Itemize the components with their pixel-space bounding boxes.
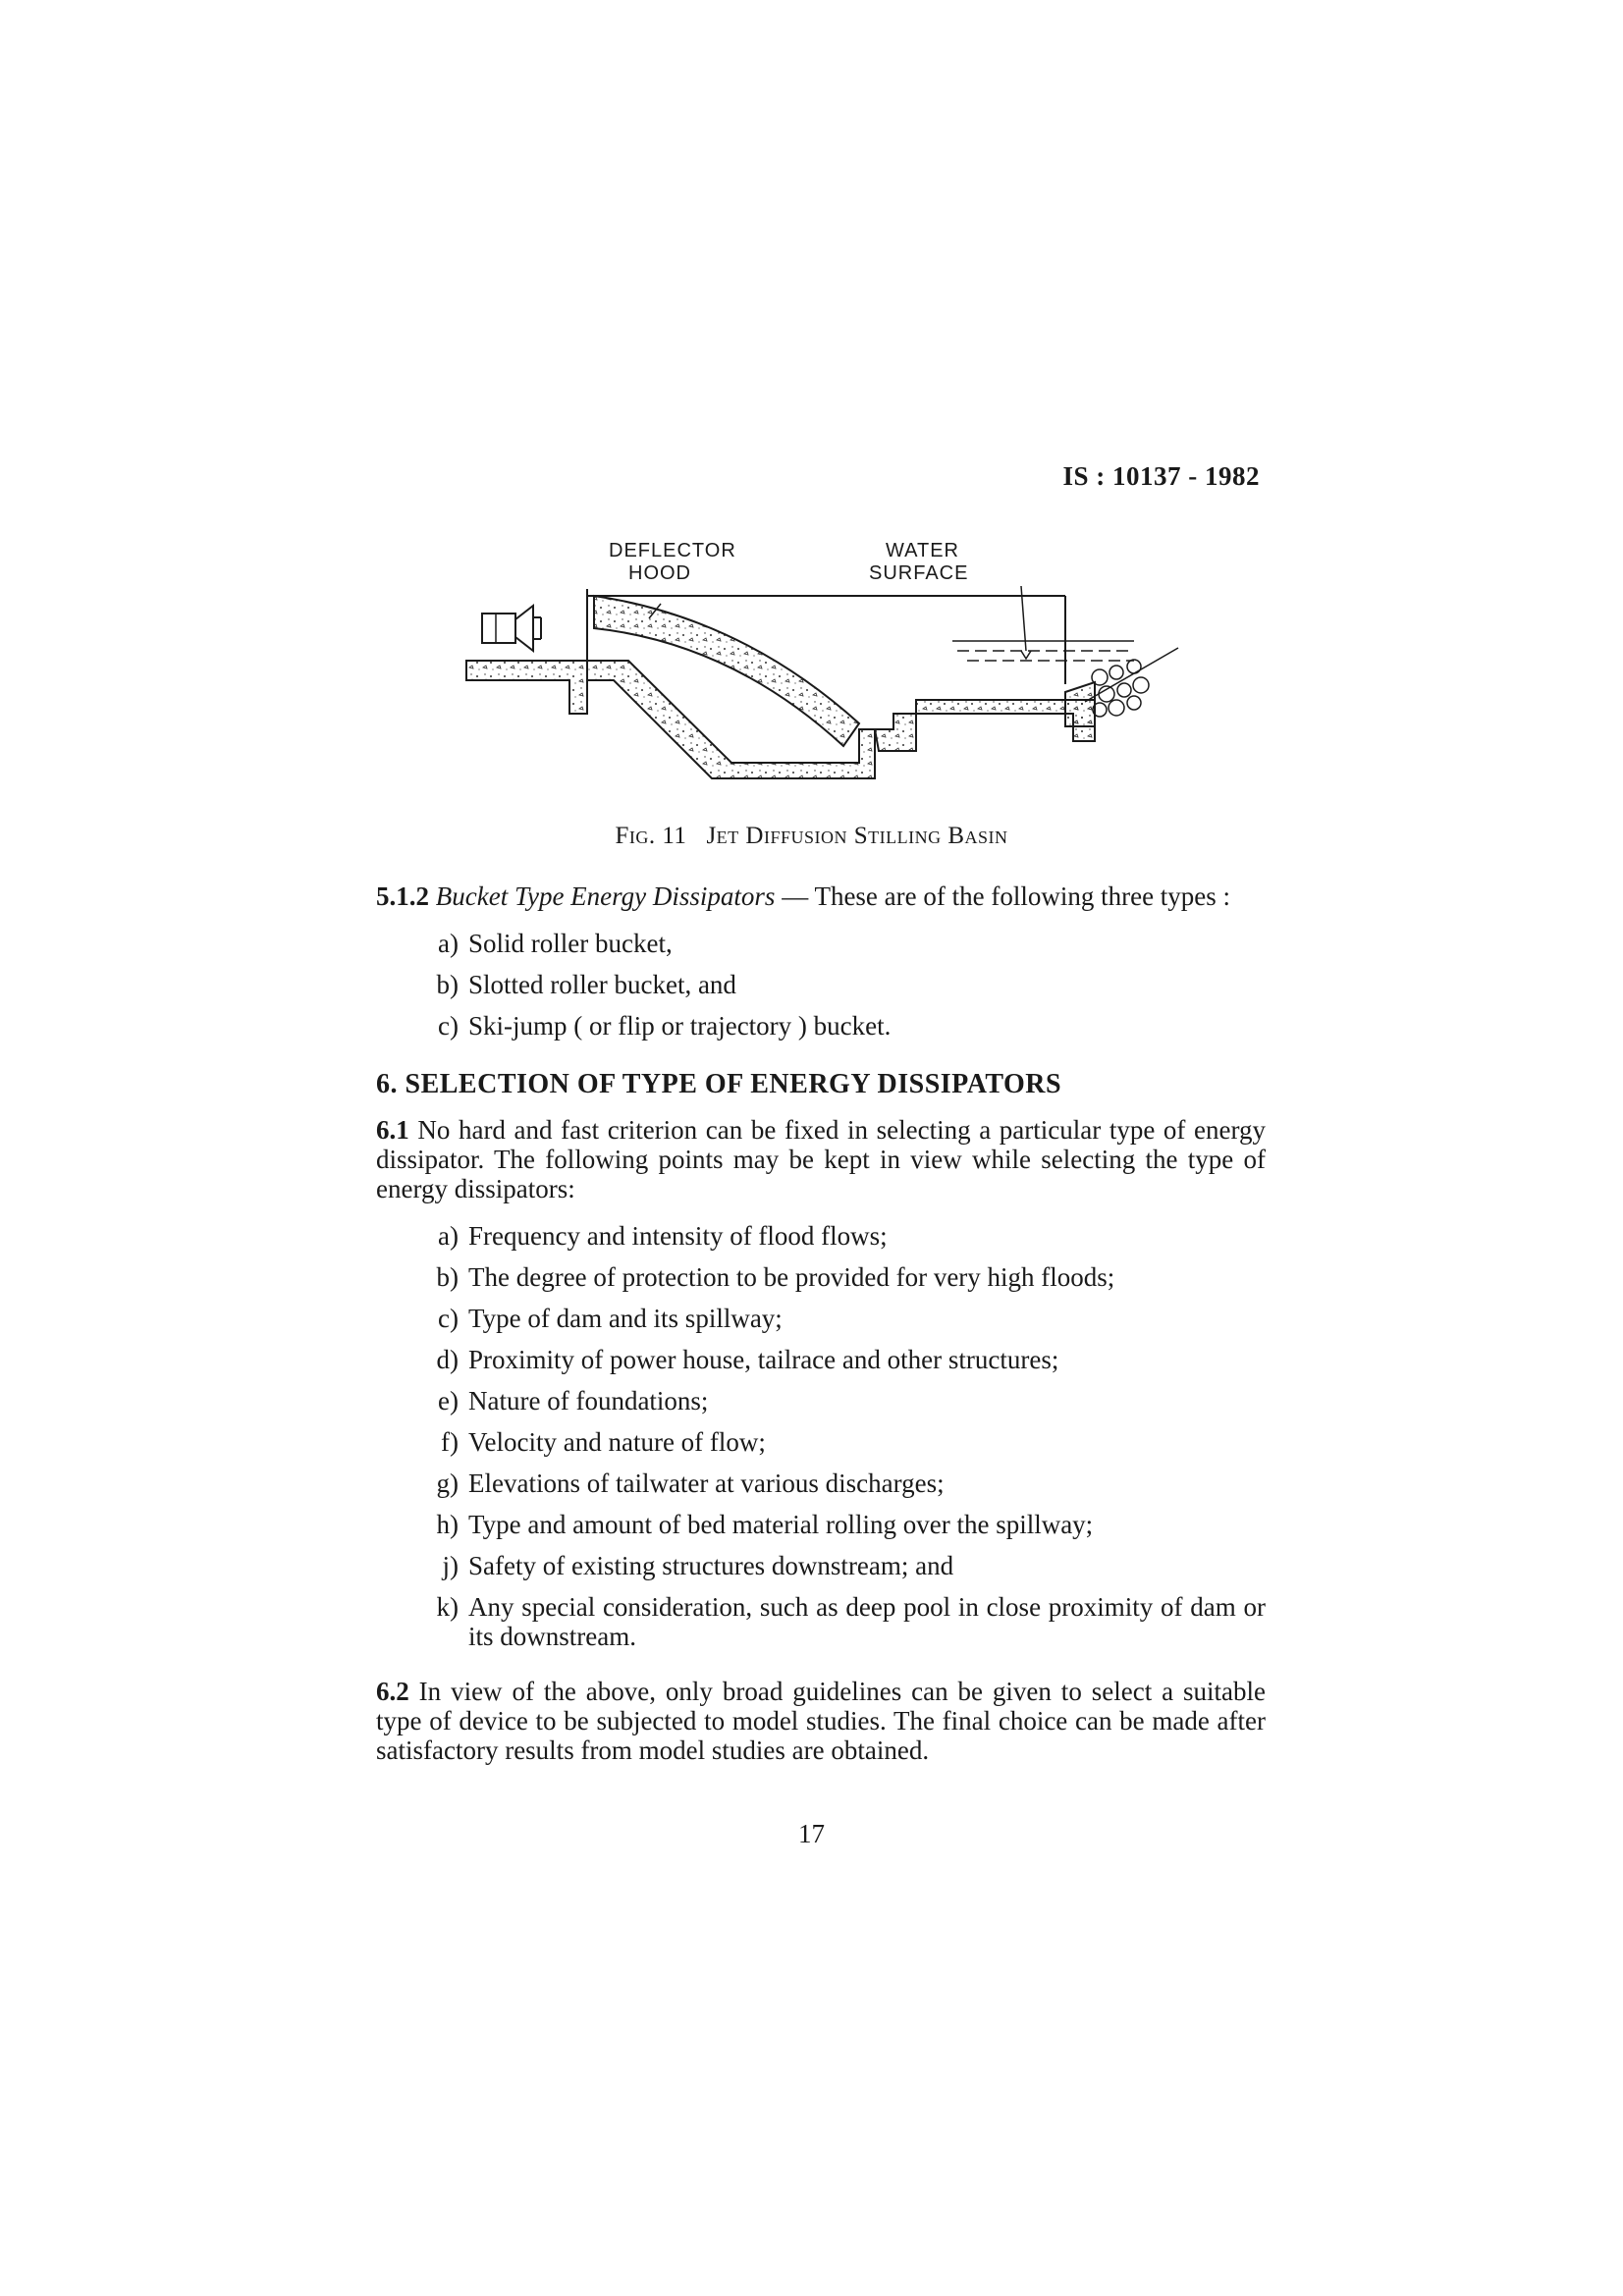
list-text: Type and amount of bed material rolling over the spillway;: [468, 1510, 1094, 1539]
list-item: [376, 1221, 1266, 1251]
water-label-line2: SURFACE: [869, 562, 969, 584]
list-text: Safety of existing structures downstream; and: [468, 1551, 954, 1580]
deflector-label-line1: DEFLECTOR: [609, 540, 736, 561]
list-item: [376, 1345, 1266, 1374]
tailwater-lines: [952, 641, 1134, 661]
list-item: [376, 1510, 1266, 1539]
list-marker: f): [441, 1427, 459, 1457]
clause-text: In view of the above, only broad guidelines can be given to select a suitable type of device to be subjected to model studies. The final choice can be made after satisfactory results from model studies are obtained.: [376, 1677, 1266, 1765]
downstream-cutoff: [1065, 682, 1095, 741]
list-text: Velocity and nature of flow;: [468, 1427, 766, 1457]
clause-6-2: [376, 1677, 1266, 1765]
list-marker: k): [436, 1592, 459, 1622]
stilling-basin-diagram: [447, 535, 1193, 820]
clause-text: — These are of the following three types :: [775, 881, 1231, 911]
clause-number: 6.1: [376, 1115, 409, 1145]
list-item: [376, 1551, 1266, 1580]
list-marker: b): [436, 1262, 459, 1292]
list-item: [376, 1427, 1266, 1457]
figure-jet-diffusion-stilling-basin: [447, 535, 1193, 820]
figure-caption: [0, 823, 1623, 850]
list-text: Slotted roller bucket, and: [468, 970, 736, 999]
bucket-types-list: [376, 929, 1266, 1041]
list-text: Solid roller bucket,: [468, 929, 673, 958]
list-item: [376, 1262, 1266, 1292]
list-item: [376, 1304, 1266, 1333]
list-item: [376, 1386, 1266, 1415]
list-marker: a): [438, 1221, 459, 1251]
figure-title: Jet Diffusion Stilling Basin: [706, 823, 1008, 849]
list-text: Any special consideration, such as deep pool in close proximity of dam or its downstream.: [468, 1592, 1266, 1651]
end-sill: [875, 714, 916, 751]
list-text: The degree of protection to be provided for very high floods;: [468, 1262, 1115, 1292]
deflector-label-line2: HOOD: [628, 562, 691, 584]
list-marker: e): [438, 1386, 459, 1415]
standard-number: IS : 10137 - 1982: [1062, 461, 1260, 491]
list-text: Type of dam and its spillway;: [468, 1304, 783, 1333]
clause-number: 5.1.2: [376, 881, 429, 911]
clause-title: Bucket Type Energy Dissipators: [435, 881, 776, 911]
section-heading-6: 6. SELECTION OF TYPE OF ENERGY DISSIPATORS: [376, 1069, 1062, 1099]
list-item: [376, 1011, 1266, 1041]
clause-6-1: [376, 1115, 1266, 1203]
gate-valve-symbol: [482, 606, 541, 651]
list-text: Nature of foundations;: [468, 1386, 709, 1415]
list-item: [376, 970, 1266, 999]
list-marker: j): [442, 1551, 459, 1580]
list-marker: d): [436, 1345, 459, 1374]
list-text: Proximity of power house, tailrace and other structures;: [468, 1345, 1059, 1374]
riprap-boulders: [1085, 648, 1178, 717]
list-text: Elevations of tailwater at various discharges;: [468, 1468, 945, 1498]
selection-points-list: [376, 1221, 1266, 1651]
clause-text: No hard and fast criterion can be fixed in selecting a particular type of energy dissipator. The following points may be kept in view while selecting the type of energy dissipators:: [376, 1115, 1266, 1203]
list-marker: c): [438, 1304, 459, 1333]
list-text: Ski-jump ( or flip or trajectory ) bucket.: [468, 1011, 892, 1041]
list-marker: g): [436, 1468, 459, 1498]
list-marker: h): [436, 1510, 459, 1539]
document-body: [376, 881, 1266, 1765]
page-number: 17: [798, 1819, 825, 1848]
list-text: Frequency and intensity of flood flows;: [468, 1221, 888, 1251]
water-label-line1: WATER: [886, 540, 959, 561]
clause-number: 6.2: [376, 1677, 409, 1706]
list-marker: c): [438, 1011, 459, 1041]
list-item: [376, 929, 1266, 958]
basin-floor: [466, 661, 587, 714]
figure-number: Fig. 11: [615, 823, 687, 849]
list-item: [376, 1592, 1266, 1651]
list-item: [376, 1468, 1266, 1498]
clause-5-1-2: [376, 881, 1266, 911]
list-marker: b): [436, 970, 459, 999]
list-marker: a): [438, 929, 459, 958]
